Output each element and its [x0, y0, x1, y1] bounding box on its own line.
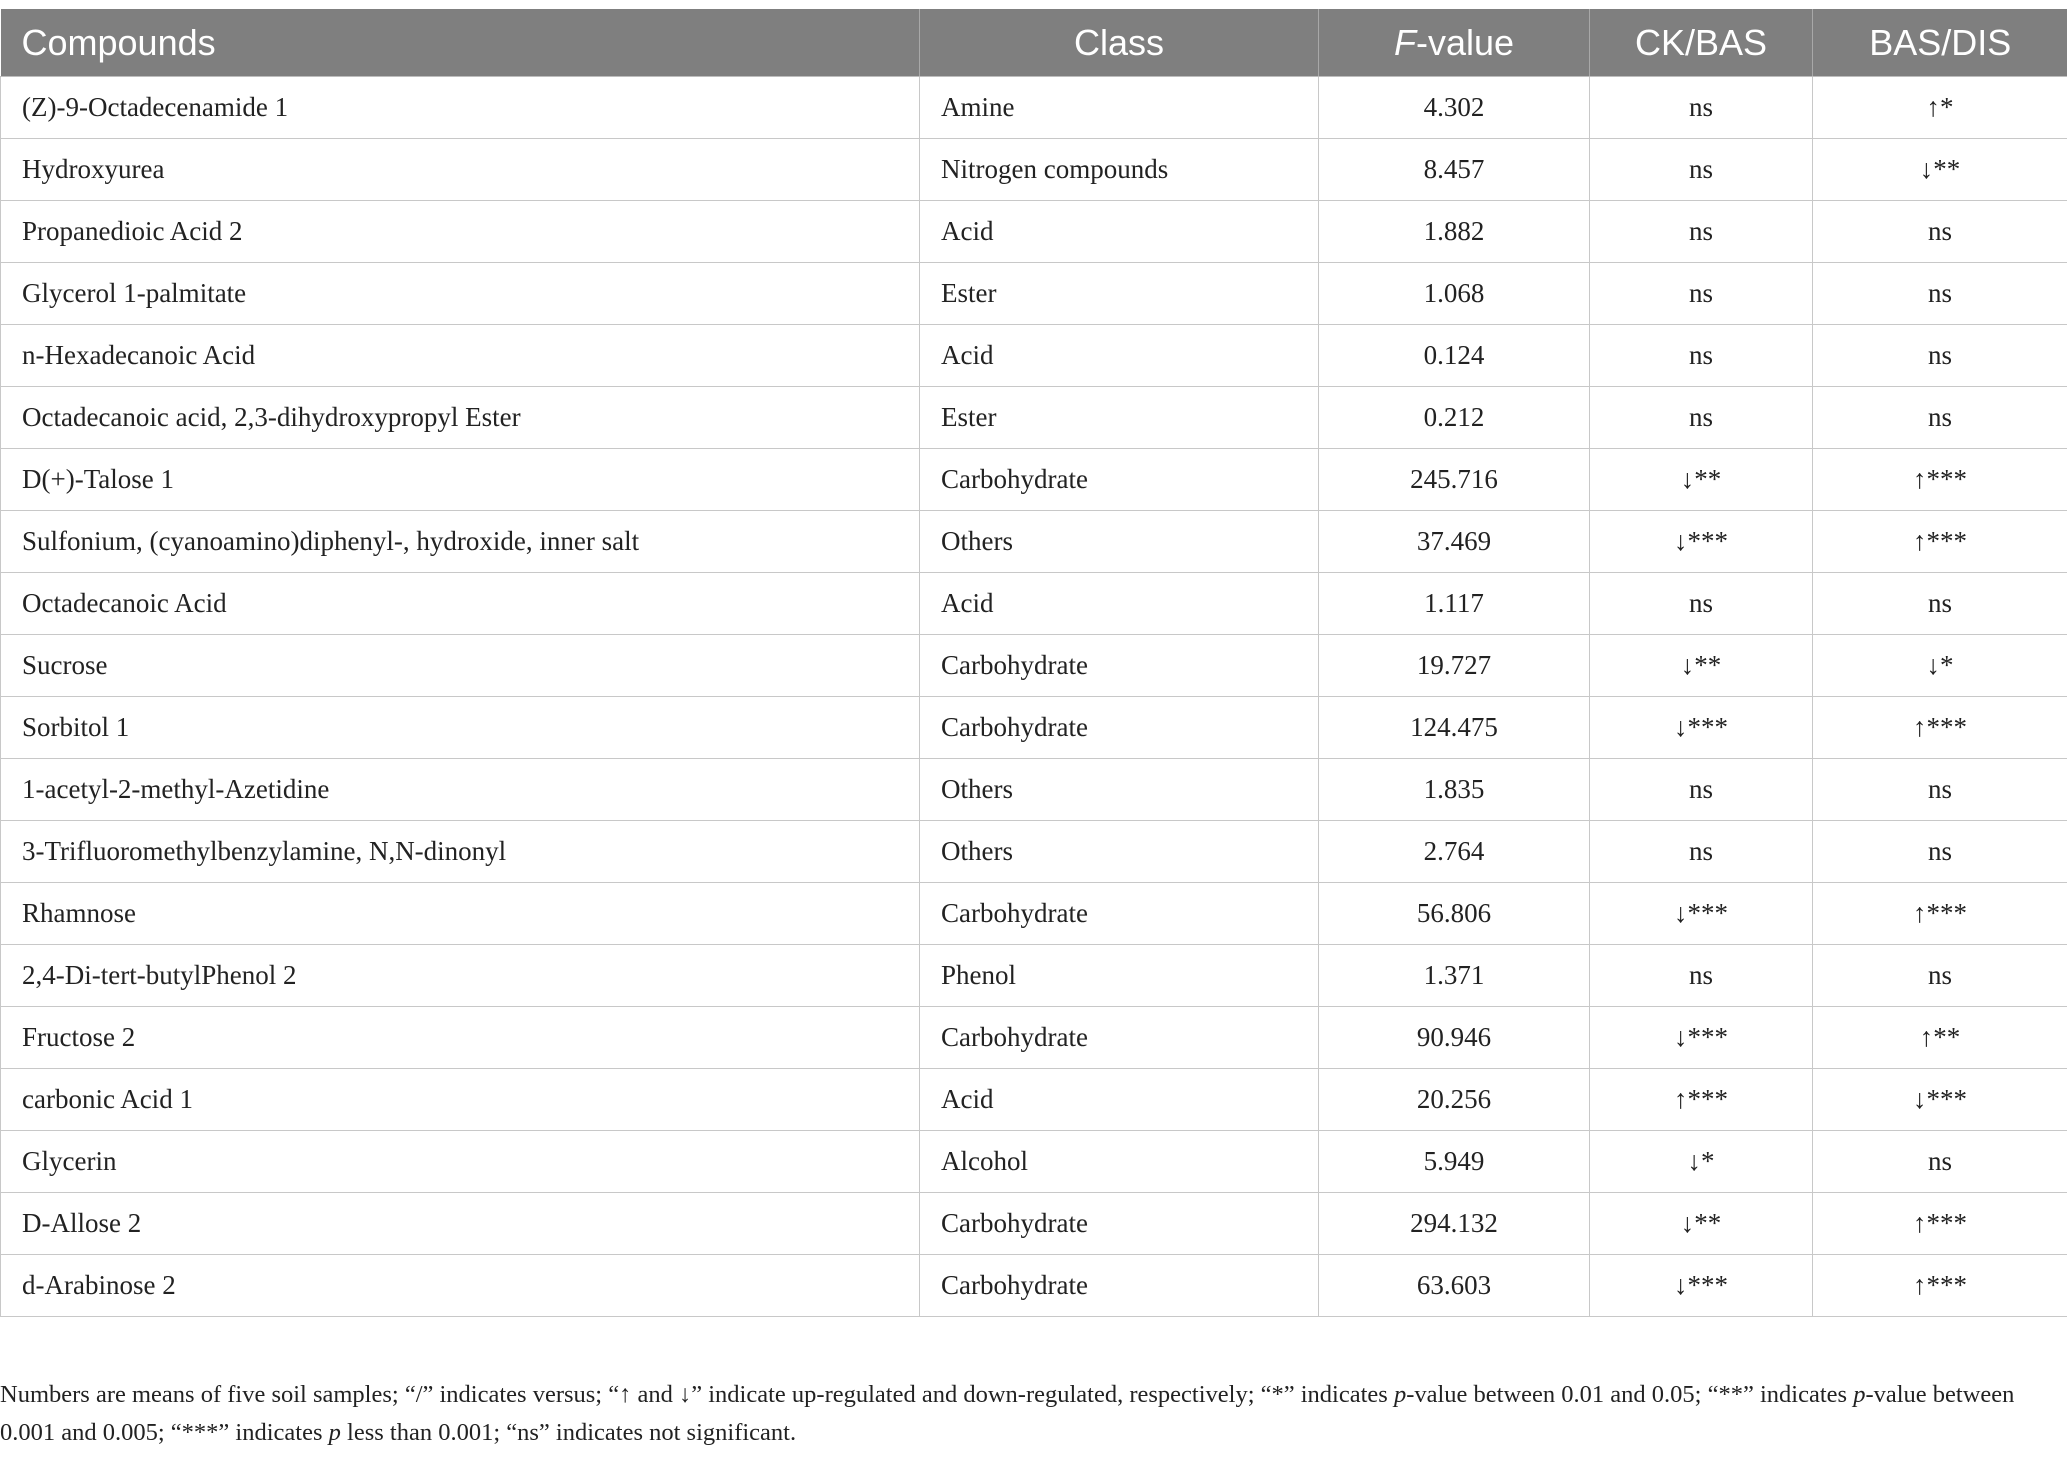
data-table-container	[0, 9, 2067, 1317]
table-row	[1, 1007, 2067, 1069]
ck-bas-cell: ↓*	[1590, 1131, 1813, 1193]
f-value-cell: 2.764	[1319, 821, 1590, 883]
compound-cell: Octadecanoic Acid	[1, 573, 920, 635]
class-cell: Carbohydrate	[920, 1007, 1319, 1069]
table-row	[1, 325, 2067, 387]
compound-cell: D-Allose 2	[1, 1193, 920, 1255]
table-row	[1, 697, 2067, 759]
class-cell: Acid	[920, 201, 1319, 263]
compound-cell: D(+)-Talose 1	[1, 449, 920, 511]
class-cell: Carbohydrate	[920, 1193, 1319, 1255]
f-value-cell: 19.727	[1319, 635, 1590, 697]
compound-cell: Glycerol 1-palmitate	[1, 263, 920, 325]
compound-cell: 1-acetyl-2-methyl-Azetidine	[1, 759, 920, 821]
table-row	[1, 387, 2067, 449]
bas-dis-cell: ns	[1813, 945, 2067, 1007]
bas-dis-cell: ↑***	[1813, 697, 2067, 759]
table-row	[1, 201, 2067, 263]
table-row	[1, 139, 2067, 201]
f-value-cell: 37.469	[1319, 511, 1590, 573]
class-cell: Acid	[920, 325, 1319, 387]
table-row	[1, 77, 2067, 139]
f-value-cell: 1.835	[1319, 759, 1590, 821]
f-value-cell: 1.371	[1319, 945, 1590, 1007]
ck-bas-cell: ns	[1590, 77, 1813, 139]
f-value-cell: 20.256	[1319, 1069, 1590, 1131]
compound-cell: (Z)-9-Octadecenamide 1	[1, 77, 920, 139]
class-cell: Nitrogen compounds	[920, 139, 1319, 201]
ck-bas-cell: ↓**	[1590, 449, 1813, 511]
footnote-p-1: p	[1393, 1381, 1407, 1408]
class-cell: Amine	[920, 77, 1319, 139]
bas-dis-cell: ns	[1813, 573, 2067, 635]
header-bas-dis: BAS/DIS	[1813, 9, 2067, 77]
header-row	[1, 9, 2067, 77]
f-value-cell: 294.132	[1319, 1193, 1590, 1255]
header-f-value-rest: -value	[1415, 21, 1515, 63]
ck-bas-cell: ns	[1590, 821, 1813, 883]
bas-dis-cell: ns	[1813, 1131, 2067, 1193]
ck-bas-cell: ns	[1590, 263, 1813, 325]
table-row	[1, 635, 2067, 697]
f-value-cell: 56.806	[1319, 883, 1590, 945]
header-compounds: Compounds	[1, 9, 920, 77]
class-cell: Ester	[920, 263, 1319, 325]
bas-dis-cell: ↑***	[1813, 511, 2067, 573]
bas-dis-cell: ↓***	[1813, 1069, 2067, 1131]
ck-bas-cell: ns	[1590, 759, 1813, 821]
header-f-value	[1319, 9, 1590, 77]
compound-cell: Sulfonium, (cyanoamino)diphenyl-, hydroxide, inner salt	[1, 511, 920, 573]
compound-cell: Sucrose	[1, 635, 920, 697]
f-value-cell: 0.124	[1319, 325, 1590, 387]
class-cell: Carbohydrate	[920, 883, 1319, 945]
compound-cell: Fructose 2	[1, 1007, 920, 1069]
class-cell: Carbohydrate	[920, 449, 1319, 511]
bas-dis-cell: ns	[1813, 263, 2067, 325]
compound-cell: Rhamnose	[1, 883, 920, 945]
class-cell: Ester	[920, 387, 1319, 449]
ck-bas-cell: ↓***	[1590, 883, 1813, 945]
compound-cell: Glycerin	[1, 1131, 920, 1193]
footnote-p-2: p	[1853, 1381, 1866, 1408]
class-cell: Others	[920, 821, 1319, 883]
bas-dis-cell: ns	[1813, 201, 2067, 263]
ck-bas-cell: ns	[1590, 139, 1813, 201]
table-row	[1, 1069, 2067, 1131]
bas-dis-cell: ↑***	[1813, 449, 2067, 511]
table-row	[1, 1193, 2067, 1255]
f-value-cell: 1.068	[1319, 263, 1590, 325]
ck-bas-cell: ns	[1590, 573, 1813, 635]
footnote-text-4: less than 0.001; “ns” indicates not significant.	[340, 1419, 797, 1446]
table-row	[1, 1131, 2067, 1193]
bas-dis-cell: ns	[1813, 759, 2067, 821]
bas-dis-cell: ↑**	[1813, 1007, 2067, 1069]
compound-cell: d-Arabinose 2	[1, 1255, 920, 1317]
table-row	[1, 1255, 2067, 1317]
ck-bas-cell: ns	[1590, 201, 1813, 263]
class-cell: Alcohol	[920, 1131, 1319, 1193]
table-row	[1, 263, 2067, 325]
class-cell: Acid	[920, 573, 1319, 635]
class-cell: Carbohydrate	[920, 1255, 1319, 1317]
ck-bas-cell: ↑***	[1590, 1069, 1813, 1131]
class-cell: Carbohydrate	[920, 635, 1319, 697]
table-row	[1, 821, 2067, 883]
compound-cell: Octadecanoic acid, 2,3-dihydroxypropyl Ester	[1, 387, 920, 449]
table-row	[1, 449, 2067, 511]
table-footnote	[0, 1376, 2040, 1452]
bas-dis-cell: ↑***	[1813, 1255, 2067, 1317]
bas-dis-cell: ↓*	[1813, 635, 2067, 697]
f-value-cell: 8.457	[1319, 139, 1590, 201]
f-value-cell: 90.946	[1319, 1007, 1590, 1069]
footnote-text-1: Numbers are means of five soil samples; “/” indicates versus; “↑ and ↓” indicate up-regulated and down-regulated, respectively; “*” indicates	[0, 1381, 1394, 1408]
bas-dis-cell: ↓**	[1813, 139, 2067, 201]
class-cell: Phenol	[920, 945, 1319, 1007]
compound-cell: Hydroxyurea	[1, 139, 920, 201]
compound-cell: n-Hexadecanoic Acid	[1, 325, 920, 387]
bas-dis-cell: ↑***	[1813, 883, 2067, 945]
footnote-p-3: p	[328, 1419, 341, 1446]
class-cell: Acid	[920, 1069, 1319, 1131]
ck-bas-cell: ↓**	[1590, 1193, 1813, 1255]
f-value-cell: 1.117	[1319, 573, 1590, 635]
bas-dis-cell: ns	[1813, 325, 2067, 387]
bas-dis-cell: ns	[1813, 387, 2067, 449]
bas-dis-cell: ↑*	[1813, 77, 2067, 139]
header-class: Class	[920, 9, 1319, 77]
table-row	[1, 759, 2067, 821]
f-value-cell: 5.949	[1319, 1131, 1590, 1193]
class-cell: Others	[920, 511, 1319, 573]
table-row	[1, 883, 2067, 945]
ck-bas-cell: ns	[1590, 325, 1813, 387]
table-row	[1, 511, 2067, 573]
f-value-cell: 1.882	[1319, 201, 1590, 263]
class-cell: Carbohydrate	[920, 697, 1319, 759]
compounds-table	[0, 9, 2067, 1317]
ck-bas-cell: ns	[1590, 945, 1813, 1007]
compound-cell: 2,4-Di-tert-butylPhenol 2	[1, 945, 920, 1007]
ck-bas-cell: ↓***	[1590, 1255, 1813, 1317]
ck-bas-cell: ↓***	[1590, 1007, 1813, 1069]
table-header	[1, 9, 2067, 77]
footnote-text-2: -value between 0.01 and 0.05; “**” indicates	[1406, 1381, 1854, 1408]
compound-cell: 3-Trifluoromethylbenzylamine, N,N-dinonyl	[1, 821, 920, 883]
f-value-cell: 4.302	[1319, 77, 1590, 139]
f-value-cell: 245.716	[1319, 449, 1590, 511]
compound-cell: Propanedioic Acid 2	[1, 201, 920, 263]
table-body	[1, 77, 2067, 1317]
header-ck-bas: CK/BAS	[1590, 9, 1813, 77]
ck-bas-cell: ↓**	[1590, 635, 1813, 697]
f-value-cell: 0.212	[1319, 387, 1590, 449]
f-value-cell: 124.475	[1319, 697, 1590, 759]
ck-bas-cell: ↓***	[1590, 697, 1813, 759]
table-row	[1, 945, 2067, 1007]
compound-cell: carbonic Acid 1	[1, 1069, 920, 1131]
bas-dis-cell: ns	[1813, 821, 2067, 883]
ck-bas-cell: ns	[1590, 387, 1813, 449]
bas-dis-cell: ↑***	[1813, 1193, 2067, 1255]
compound-cell: Sorbitol 1	[1, 697, 920, 759]
ck-bas-cell: ↓***	[1590, 511, 1813, 573]
f-value-cell: 63.603	[1319, 1255, 1590, 1317]
footnote-text-3: -value between 0.001 and 0.005; “***” indicates	[0, 1381, 2015, 1446]
class-cell: Others	[920, 759, 1319, 821]
table-row	[1, 573, 2067, 635]
header-f-value-italic: F	[1393, 21, 1416, 63]
